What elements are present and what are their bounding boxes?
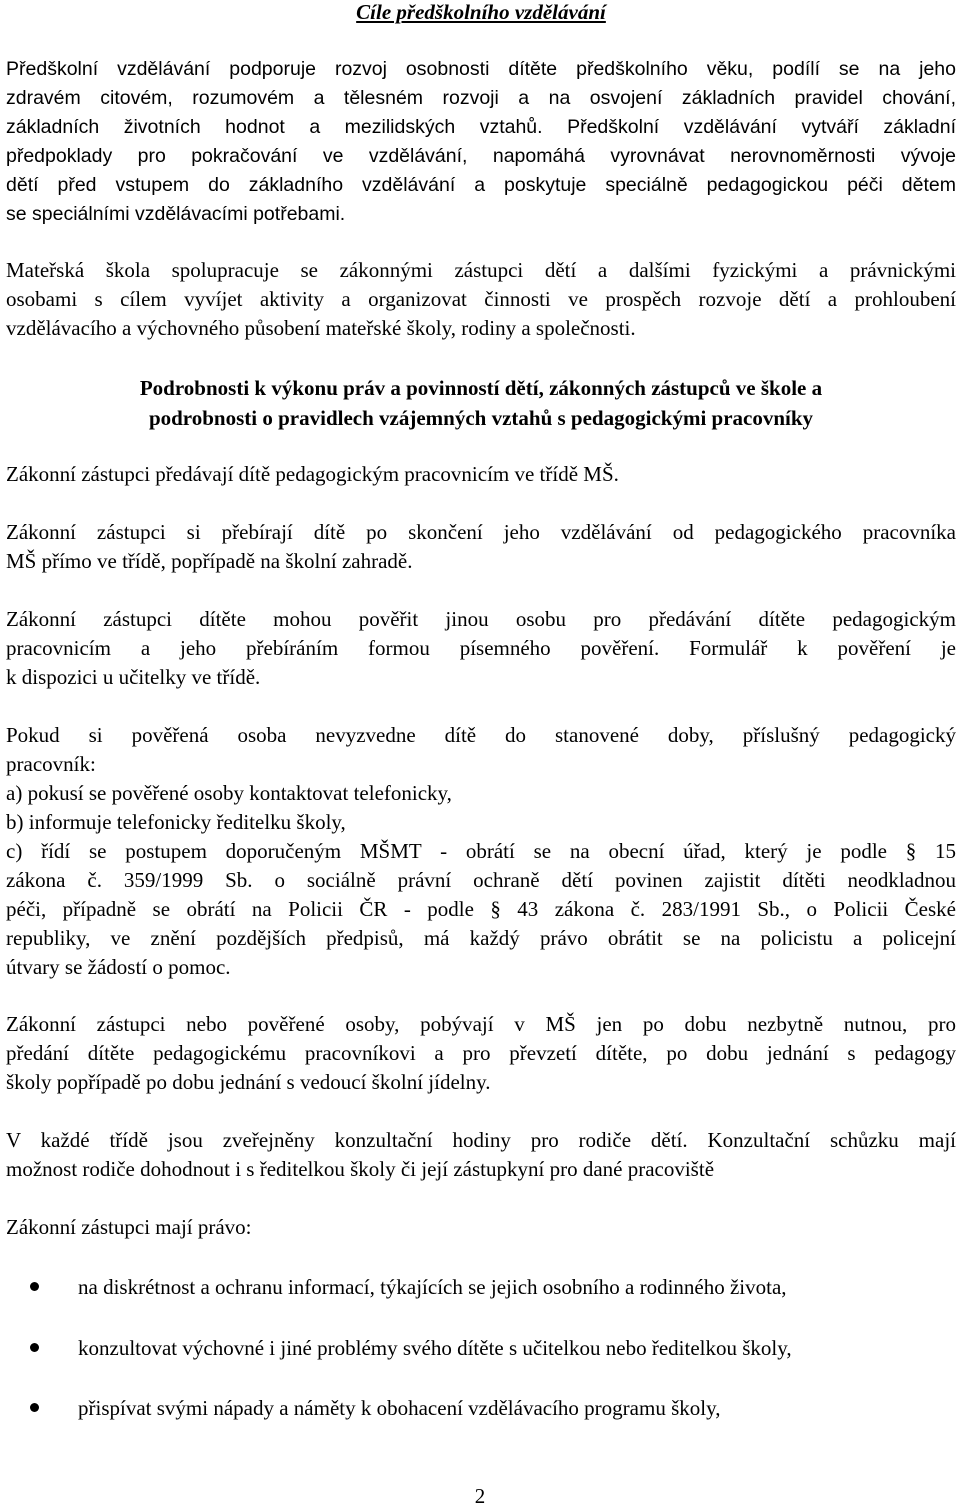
text-line: pracovník: — [6, 752, 96, 776]
paragraph-goals — [6, 55, 956, 229]
text-line: b) informuje telefonicky ředitelku školy, — [6, 810, 346, 834]
text-line: dětí před vstupem do základního vzdělávání a poskytuje speciálně pedagogickou péči dětem — [6, 174, 956, 196]
text-line: se speciálními vzdělávacími potřebami. — [6, 203, 346, 225]
text-line: pracovnicím a jeho přebíráním formou písemného pověření. Formulář k pověření je — [6, 636, 956, 660]
text-line: republiky, ve znění pozdějších předpisů, má každý právo obrátit se na policistu a policejní — [6, 926, 956, 950]
list-item-text: na diskrétnost a ochranu informací, týkajících se jejich osobního a rodinného života, — [78, 1275, 787, 1299]
text-line: útvary se žádostí o pomoc. — [6, 955, 231, 979]
text-line: předání dítěte pedagogickému pracovníkovi a pro převzetí dítěte, po dobu jednání s pedagogy — [6, 1041, 956, 1065]
text-line: školy popřípadě po dobu jednání s vedoucí školní jídelny. — [6, 1070, 491, 1094]
paragraph-rights-intro — [6, 1213, 956, 1242]
list-item-text: konzultovat výchovné i jiné problémy svého dítěte s učitelkou nebo ředitelkou školy, — [78, 1336, 792, 1360]
text-line: k dispozici u učitelky ve třídě. — [6, 665, 261, 689]
text-line: Pokud si pověřená osoba nevyzvedne dítě do stanovené doby, příslušný pedagogický — [6, 723, 956, 747]
paragraph-consultation — [6, 1126, 956, 1184]
page-title: Cíle předškolního vzdělávání — [356, 0, 606, 24]
paragraph-authorization — [6, 605, 956, 692]
text-line: péči, případně se obrátí na Policii ČR - podle § 43 zákona č. 283/1991 Sb., o Policii České — [6, 897, 956, 921]
bullet-icon — [30, 1282, 39, 1291]
bullet-icon — [30, 1403, 39, 1412]
text-line: vzdělávacího a výchovného působení mateřské školy, rodiny a společnosti. — [6, 316, 636, 340]
text-line: Zákonní zástupci předávají dítě pedagogickým pracovnicím ve třídě MŠ. — [6, 462, 619, 486]
paragraph-handover — [6, 460, 956, 489]
heading-line: podrobnosti o pravidlech vzájemných vztahů s pedagogickými pracovníky — [148, 406, 814, 430]
text-line: V každé třídě jsou zveřejněny konzultační hodiny pro rodiče dětí. Konzultační schůzku mají — [6, 1128, 956, 1152]
section-heading — [6, 373, 956, 433]
list-item-text: přispívat svými nápady a náměty k obohacení vzdělávacího programu školy, — [78, 1396, 721, 1420]
bullet-icon — [30, 1343, 39, 1352]
text-line: MŠ přímo ve třídě, popřípadě na školní zahradě. — [6, 549, 413, 573]
paragraph-cooperation — [6, 256, 956, 343]
text-line: Předškolní vzdělávání podporuje rozvoj osobnosti dítěte předškolního věku, podílí se na jeho — [6, 58, 956, 80]
text-line: osobami s cílem vyvíjet aktivity a organizovat činnosti ve prospěch rozvoje dětí a prohloubení — [6, 287, 956, 311]
text-line: předpoklady pro pokračování ve vzdělávání, napomáhá vyrovnávat nerovnoměrnosti vývoje — [6, 145, 956, 167]
text-line: Zákonní zástupci mají právo: — [6, 1215, 252, 1239]
text-line: zdravém citovém, rozumovém a tělesném rozvoji a na osvojení základních pravidel chování, — [6, 87, 956, 109]
text-line: c) řídí se postupem doporučeným MŠMT - obrátí se na obecní úřad, který je podle § 15 — [6, 839, 956, 863]
text-line: a) pokusí se pověřené osoby kontaktovat telefonicky, — [6, 781, 452, 805]
text-line: Zákonní zástupci dítěte mohou pověřit jinou osobu pro předávání dítěte pedagogickým — [6, 607, 956, 631]
text-line: základních životních hodnot a mezilidských vztahů. Předškolní vzdělávání vytváří základní — [6, 116, 956, 138]
text-line: Zákonní zástupci nebo pověřené osoby, pobývají v MŠ jen po dobu nezbytně nutnou, pro — [6, 1012, 956, 1036]
paragraph-procedure — [6, 721, 956, 982]
text-line: zákona č. 359/1999 Sb. o sociálně právní ochraně dětí povinen zajistit dítěti neodkladnou — [6, 868, 956, 892]
heading-line: Podrobnosti k výkonu práv a povinností dětí, zákonných zástupců ve škole a — [139, 376, 823, 400]
text-line: Mateřská škola spolupracuje se zákonnými zástupci dětí a dalšími fyzickými a právnickými — [6, 258, 956, 282]
text-line: možnost rodiče dohodnout i s ředitelkou školy či její zástupkyní pro dané pracoviště — [6, 1157, 715, 1181]
paragraph-pickup — [6, 518, 956, 576]
text-line: Zákonní zástupci si přebírají dítě po skončení jeho vzdělávání od pedagogického pracovníka — [6, 520, 956, 544]
page-number: 2 — [474, 1484, 486, 1508]
paragraph-presence — [6, 1010, 956, 1097]
